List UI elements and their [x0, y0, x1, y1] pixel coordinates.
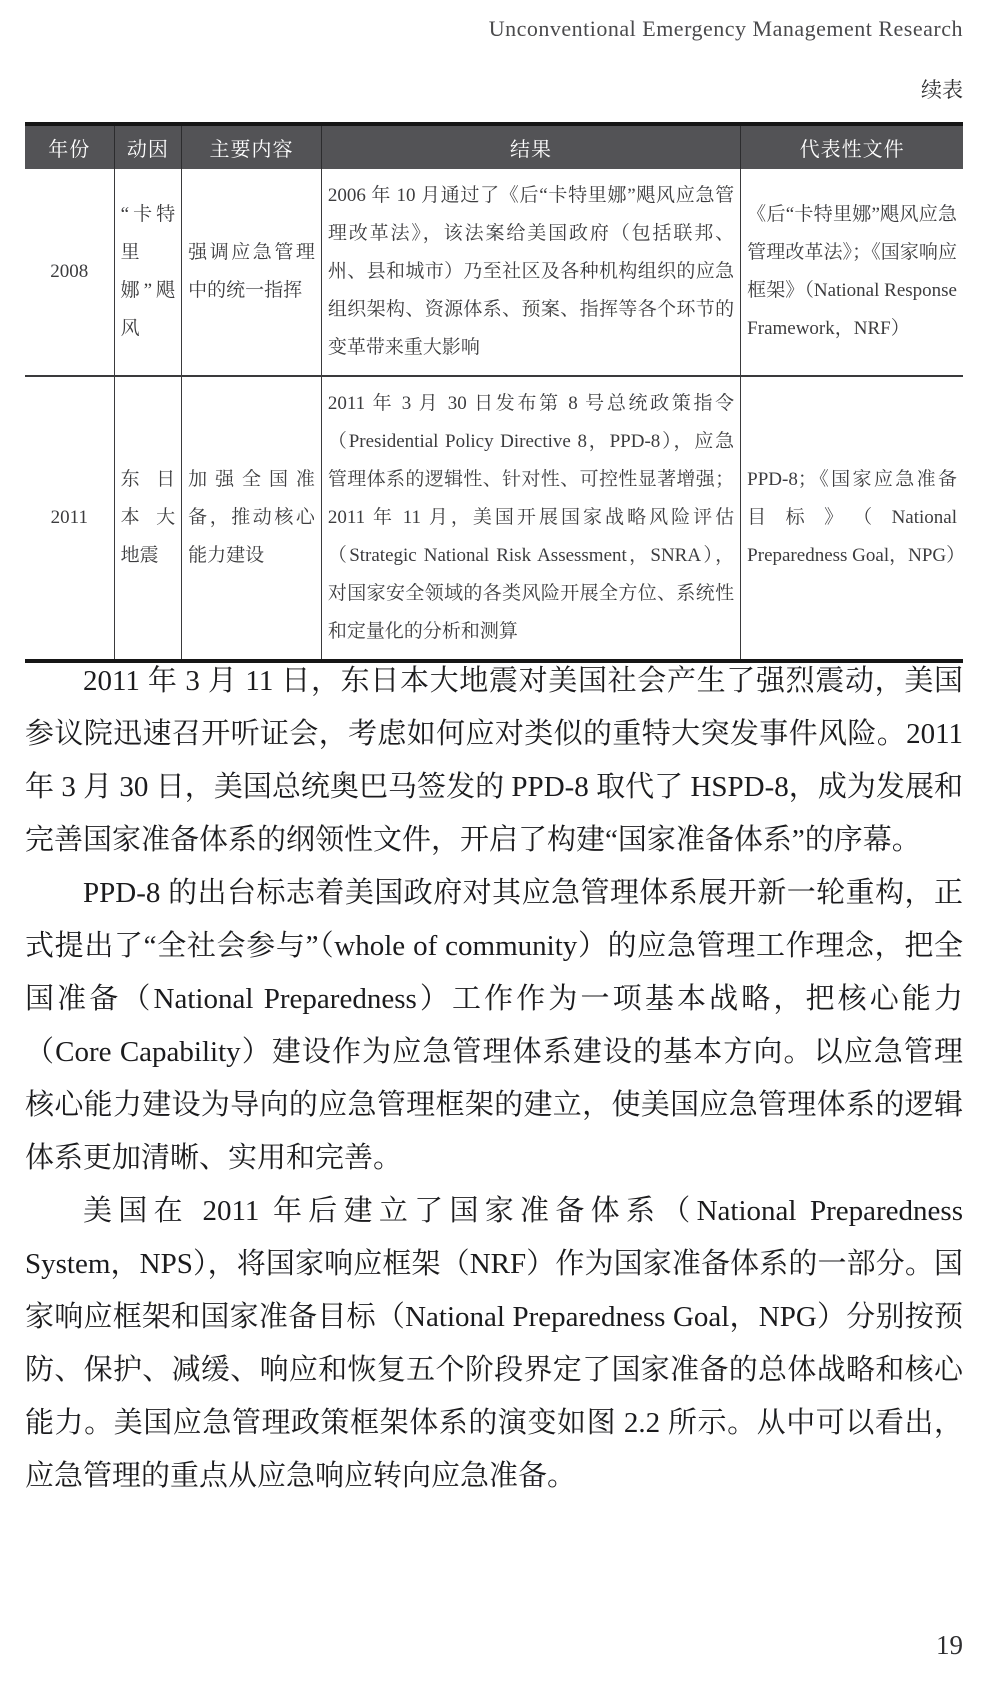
- cell-documents: 《后“卡特里娜”飓风应急管理改革法》；《国家响应框架》（National Response Framework，NRF）: [747, 204, 957, 339]
- body-paragraph-2: PPD-8 的出台标志着美国政府对其应急管理体系展开新一轮重构，正式提出了“全社会参与”（whole of community）的应急管理工作理念，把全国准备（National Preparedness）工作作为一项基本战略，把核心能力（Core Capability）建设作为应急管理体系建设的基本方向。以应急管理核心能力建设为导向的应急管理框架的建立，使美国应急管理体系的逻辑体系更加清晰、实用和完善。: [25, 877, 963, 1174]
- table-row: [25, 169, 963, 376]
- table-row: [25, 376, 963, 661]
- column-header-cause: 动因: [114, 124, 182, 169]
- page-number: 19: [936, 1630, 963, 1660]
- body-text-block: [25, 655, 963, 1503]
- cell-year: 2011: [25, 376, 114, 661]
- running-head: Unconventional Emergency Management Research: [488, 16, 963, 41]
- cell-cause: “卡特里娜”飓风: [114, 169, 182, 376]
- table-header-row: [25, 124, 963, 169]
- column-header-year: 年份: [25, 124, 114, 169]
- cell-main-content: 加强全国准备，推动核心能力建设: [182, 376, 322, 661]
- body-paragraph-1: 2011 年 3 月 11 日，东日本大地震对美国社会产生了强烈震动，美国参议院迅速召开听证会，考虑如何应对类似的重特大突发事件风险。2011 年 3 月 30 日，美国总统奥巴马签发的 PPD-8 取代了 HSPD-8，成为发展和完善国家准备体系的纲领性文件，开启了构建“国家准备体系”的序幕。: [25, 665, 963, 856]
- cell-cause: 东日本大地震: [114, 376, 182, 661]
- cell-result: 2011 年 3 月 30 日发布第 8 号总统政策指令（Presidential Policy Directive 8，PPD-8），应急管理体系的逻辑性、针对性、可控性显著增强；2011 年 11 月，美国开展国家战略风险评估（Strategic National Risk Assessment，SNRA），对国家安全领域的各类风险开展全方位、系统性和定量化的分析和测算: [321, 376, 740, 661]
- cell-main-content: 强调应急管理中的统一指挥: [182, 169, 322, 376]
- cell-year: 2008: [25, 169, 114, 376]
- column-header-documents: 代表性文件: [741, 124, 963, 169]
- cell-result: 2006 年 10 月通过了《后“卡特里娜”飓风应急管理改革法》，该法案给美国政府（包括联邦、州、县和城市）乃至社区及各种机构组织的应急组织架构、资源体系、预案、指挥等各个环节的变革带来重大影响: [321, 169, 740, 376]
- continued-table-label: 续表: [921, 78, 963, 102]
- column-header-result: 结果: [321, 124, 740, 169]
- column-header-main-content: 主要内容: [182, 124, 322, 169]
- body-paragraph-3: 美国在 2011 年后建立了国家准备体系（National Preparedness System，NPS），将国家响应框架（NRF）作为国家准备体系的一部分。国家响应框架和国家准备目标（National Preparedness Goal，NPG）分别按预防、保护、减缓、响应和恢复五个阶段界定了国家准备的总体战略和核心能力。美国应急管理政策框架体系的演变如图 2.2 所示。从中可以看出，应急管理的重点从应急响应转向应急准备。: [25, 1195, 963, 1492]
- cell-documents: PPD-8；《国家应急准备目标》（National Preparedness Goal，NPG）: [747, 469, 966, 566]
- emergency-policy-table: [25, 122, 966, 663]
